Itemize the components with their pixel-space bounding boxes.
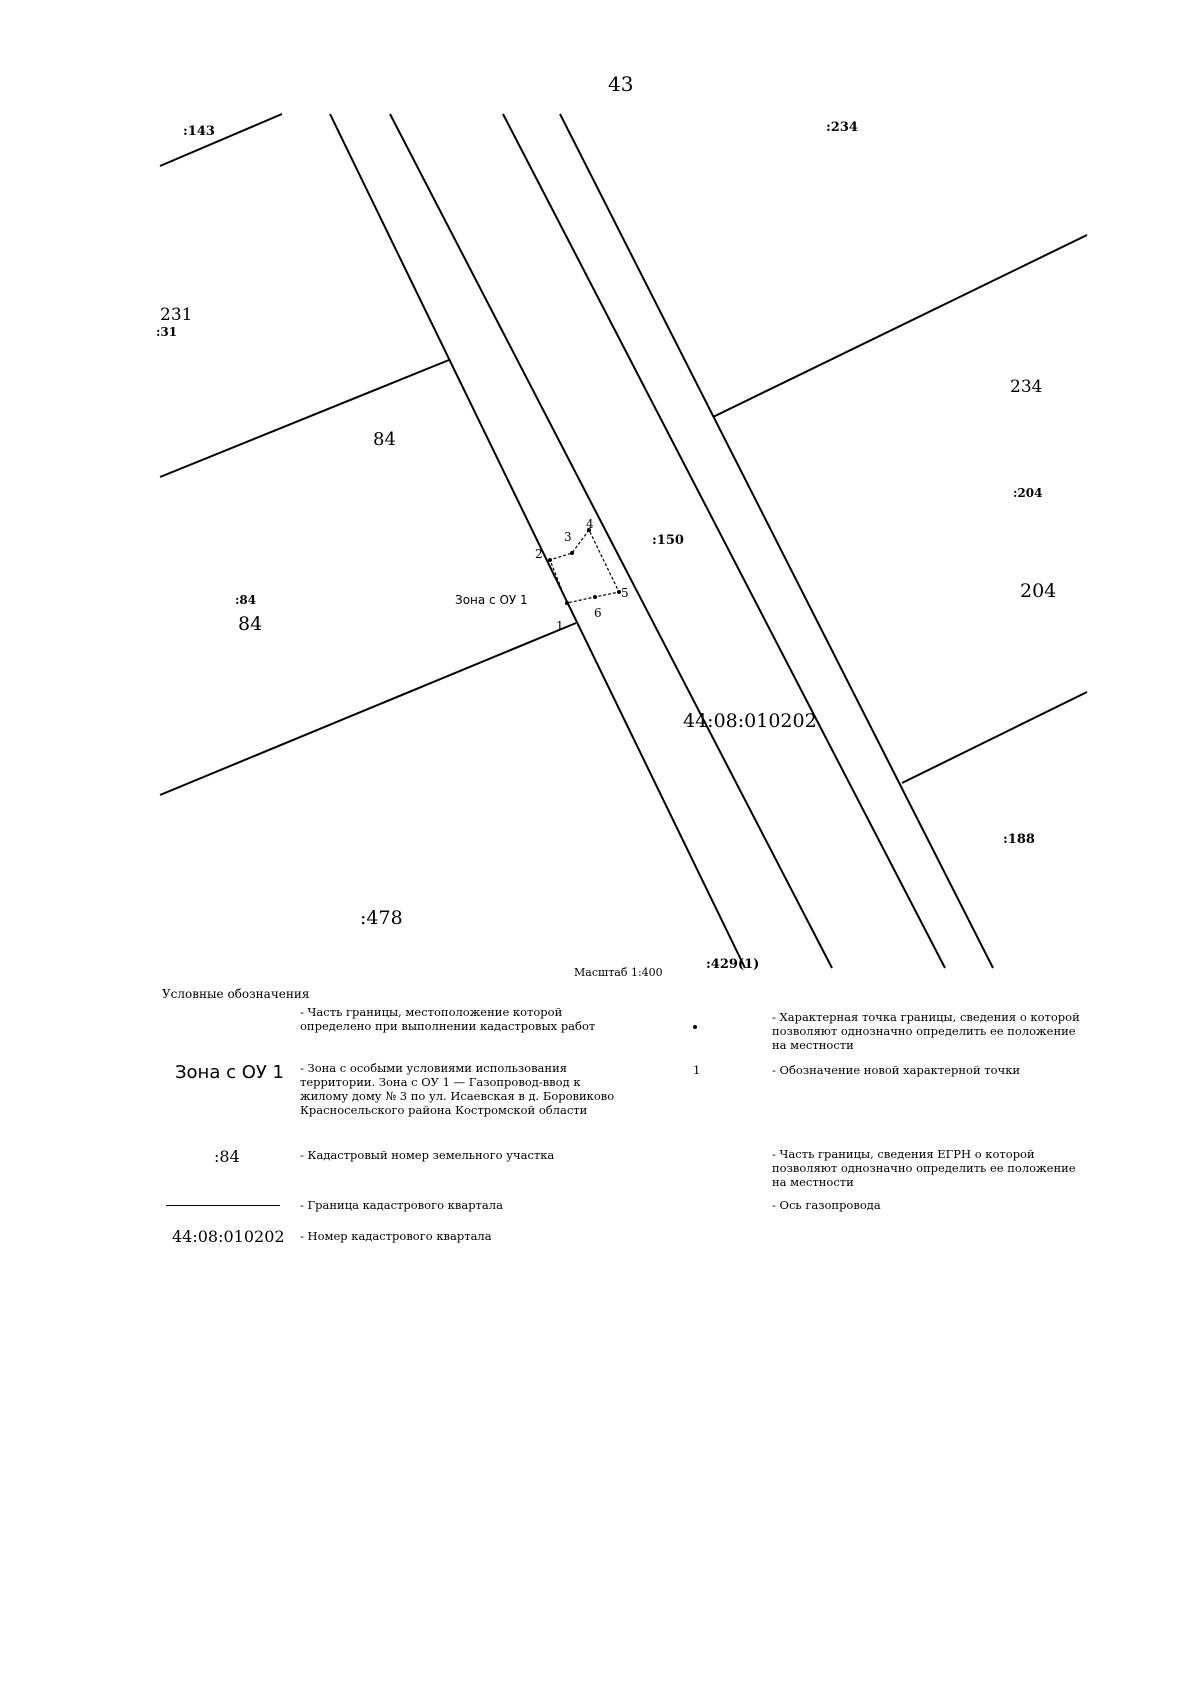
label-188: :188 [1003, 832, 1035, 847]
label-231: 231 [160, 305, 193, 325]
char-point-2 [548, 558, 552, 562]
parcel-boundary-84-upper [160, 360, 449, 477]
legend-new-point-symbol: 1 [693, 1063, 701, 1077]
legend-parcel-desc: - Кадастровый номер земельного участка [300, 1148, 555, 1162]
zone-ou1-polygon [550, 530, 619, 603]
road-line-2 [390, 114, 832, 968]
label-84-small: :84 [235, 593, 257, 607]
label-204-small: :204 [1013, 486, 1043, 500]
label-429: :429(1) [706, 957, 760, 972]
legend-quarter-symbol: 44:08:010202 [172, 1227, 285, 1246]
legend-zone-desc: - Зона с особыми условиями использования территории. Зона с ОУ 1 — Газопровод-ввод к жилому дому № 3 по ул. Исаевская в д. Боровиково Красносельского района Костромской области [300, 1061, 615, 1117]
label-31: :31 [156, 325, 178, 339]
char-point-3 [570, 551, 574, 555]
label-zone-ou1: Зона с ОУ 1 [455, 593, 528, 607]
label-150: :150 [652, 533, 684, 548]
legend-zone-symbol: Зона с ОУ 1 [175, 1062, 285, 1083]
label-478: :478 [360, 907, 403, 929]
label-234-right: 234 [1010, 377, 1043, 397]
parcel-boundary-188 [902, 692, 1087, 783]
legend-parcel-symbol: :84 [214, 1147, 240, 1166]
char-point-6 [593, 595, 597, 599]
point-label-3: 3 [564, 530, 572, 544]
point-label-5: 5 [621, 586, 629, 600]
parcel-boundary-84-lower [160, 623, 576, 795]
legend-quarter-number-desc: - Номер кадастрового квартала [300, 1229, 492, 1243]
map-scale: Масштаб 1:400 [574, 966, 663, 979]
legend-quarter-boundary-line [166, 1205, 280, 1206]
label-84-big: 84 [238, 613, 263, 635]
point-label-2: 2 [535, 547, 543, 561]
point-label-4: 4 [586, 517, 594, 531]
char-point-1 [565, 601, 569, 605]
point-label-1: 1 [556, 619, 564, 633]
point-label-6: 6 [594, 606, 602, 620]
page-number: 43 [608, 72, 634, 96]
label-143: :143 [183, 124, 215, 139]
legend-title: Условные обозначения [162, 987, 310, 1001]
legend-new-point-desc: - Обозначение новой характерной точки [772, 1063, 1021, 1077]
legend-gas-axis-desc: - Ось газопровода [772, 1198, 881, 1212]
label-quarter-number: 44:08:010202 [683, 710, 817, 732]
legend-char-point-desc: - Характерная точка границы, сведения о которой позволяют однозначно определить ее положение на местности [772, 1010, 1080, 1052]
legend-quarter-boundary-desc: - Граница кадастрового квартала [300, 1198, 503, 1212]
legend-egrn-boundary-desc: - Часть границы, сведения ЕГРН о которой позволяют однозначно определить ее положение на местности [772, 1147, 1076, 1189]
legend-char-point-dot [693, 1025, 697, 1029]
parcel-boundary-143 [160, 114, 282, 166]
label-204-big: 204 [1020, 580, 1057, 602]
legend-boundary-part: - Часть границы, местоположение которой определено при выполнении кадастровых работ [300, 1005, 596, 1033]
label-234-top: :234 [826, 120, 858, 135]
road-line-4 [560, 114, 993, 968]
label-84-upper: 84 [373, 429, 396, 450]
